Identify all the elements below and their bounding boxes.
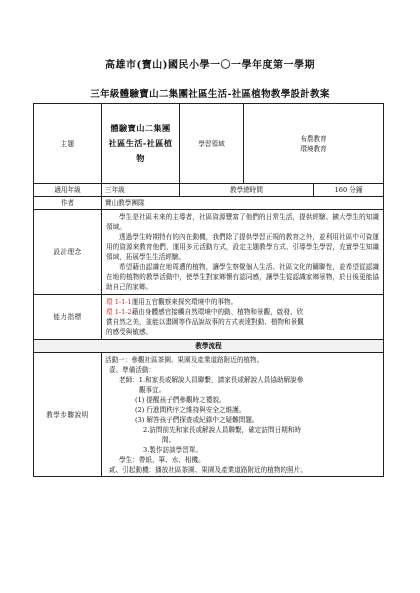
rationale-text: 學生是社區未來的主導者，社區資源豐富了他們的日常生活，提供經驗、擴大學生的知識領域。 透過學生時期特有的內在動機，我們除了提供學習正規的教育之外，並利用社區中可資運用的資源來教育他們，運用多元活動方式，設定主題教學方式、引導學生學習，充實學生知識領域，拓展學生生活經驗。 希望藉由認識在地周遭的植物，讓學生察覺個人生活、社區文化的關聯性，並希望從認識在地的植物的教學活動中，使學生對家鄉懷有認同感，讓學生從認識家鄉景物，於日後更能協助自己的家鄉。 [102, 210, 384, 295]
rationale-label: 設計理念 [34, 210, 102, 295]
hours-label: 教學總時間 [180, 184, 314, 197]
grade-value: 三年級 [102, 184, 180, 197]
theme-label: 主題 [34, 104, 102, 184]
indicator-code: 環 1-1-2 [106, 308, 132, 316]
grade-label: 適用年級 [34, 184, 102, 197]
flow-row [34, 353, 384, 477]
document-title: 高雄市(寶山)國民小學一〇一學年度第一學期 [105, 60, 315, 71]
flow-header-row [34, 340, 384, 353]
flow-header: 教學流程 [34, 340, 384, 353]
flow-content: 活動一：參觀社區茶園、果園及產業道路附近的植物。 壹、準備活動： 老師：1.和家長或解說人員聯繫，請家長或解說人員協助解說參 觀事宜。 (1) 提醒孩子們參觀時之禮貌。 (2) 行進間秩序之維持與安全之維護。 (3) 解答孩子們探查或紀錄中之疑難問題。 2.訪問前先和家長或解說人員聯繫，確定訪問日期和時 間。 3.製作訪談學習單。 學生：帶紙、筆、水、相機。 貳、引起動機：播放社區茶園、果園及產業道路附近的植物的照片。 [102, 353, 384, 477]
theme-row [34, 104, 384, 184]
lesson-plan-table [33, 103, 384, 477]
author-label: 作者 [34, 197, 102, 210]
document-subtitle: 三年級體驗寶山二集團社區生活-社區植物教學設計教案 [90, 89, 330, 100]
rationale-row [34, 210, 384, 295]
indicator-item: 環 1-1-2藉由身體感官接觸自然環境中的動、植物和景觀，啟發、欣 [106, 308, 304, 316]
indicator-code: 環 1-1-1 [106, 298, 132, 306]
hours-value: 160 分鐘 [314, 184, 384, 197]
domain-value: 布農教育 環境教育 [244, 104, 384, 184]
grade-row [34, 184, 384, 197]
indicator-label: 能力指標 [34, 295, 102, 340]
indicator-row [34, 295, 384, 340]
domain-label: 學習領域 [180, 104, 244, 184]
author-row [34, 197, 384, 210]
indicator-text: 環 1-1-1運用五官觀察來探究環境中的事物。 環 1-1-2藉由身體感官接觸自然環境中的動、植物和景觀，啟發、欣 賞自然之美，並能以畫圖等作品說故事的方式表達對動、植物和景觀 的感受與敏感。 [102, 295, 384, 340]
indicator-item: 環 1-1-1運用五官觀察來探究環境中的事物。 [106, 298, 238, 306]
steps-label: 教學步驟說明 [34, 353, 102, 477]
author-value: 寶山教學團隊 [102, 197, 384, 210]
theme-value: 體驗寶山二集團 社區生活-社區植 物 [102, 104, 180, 184]
